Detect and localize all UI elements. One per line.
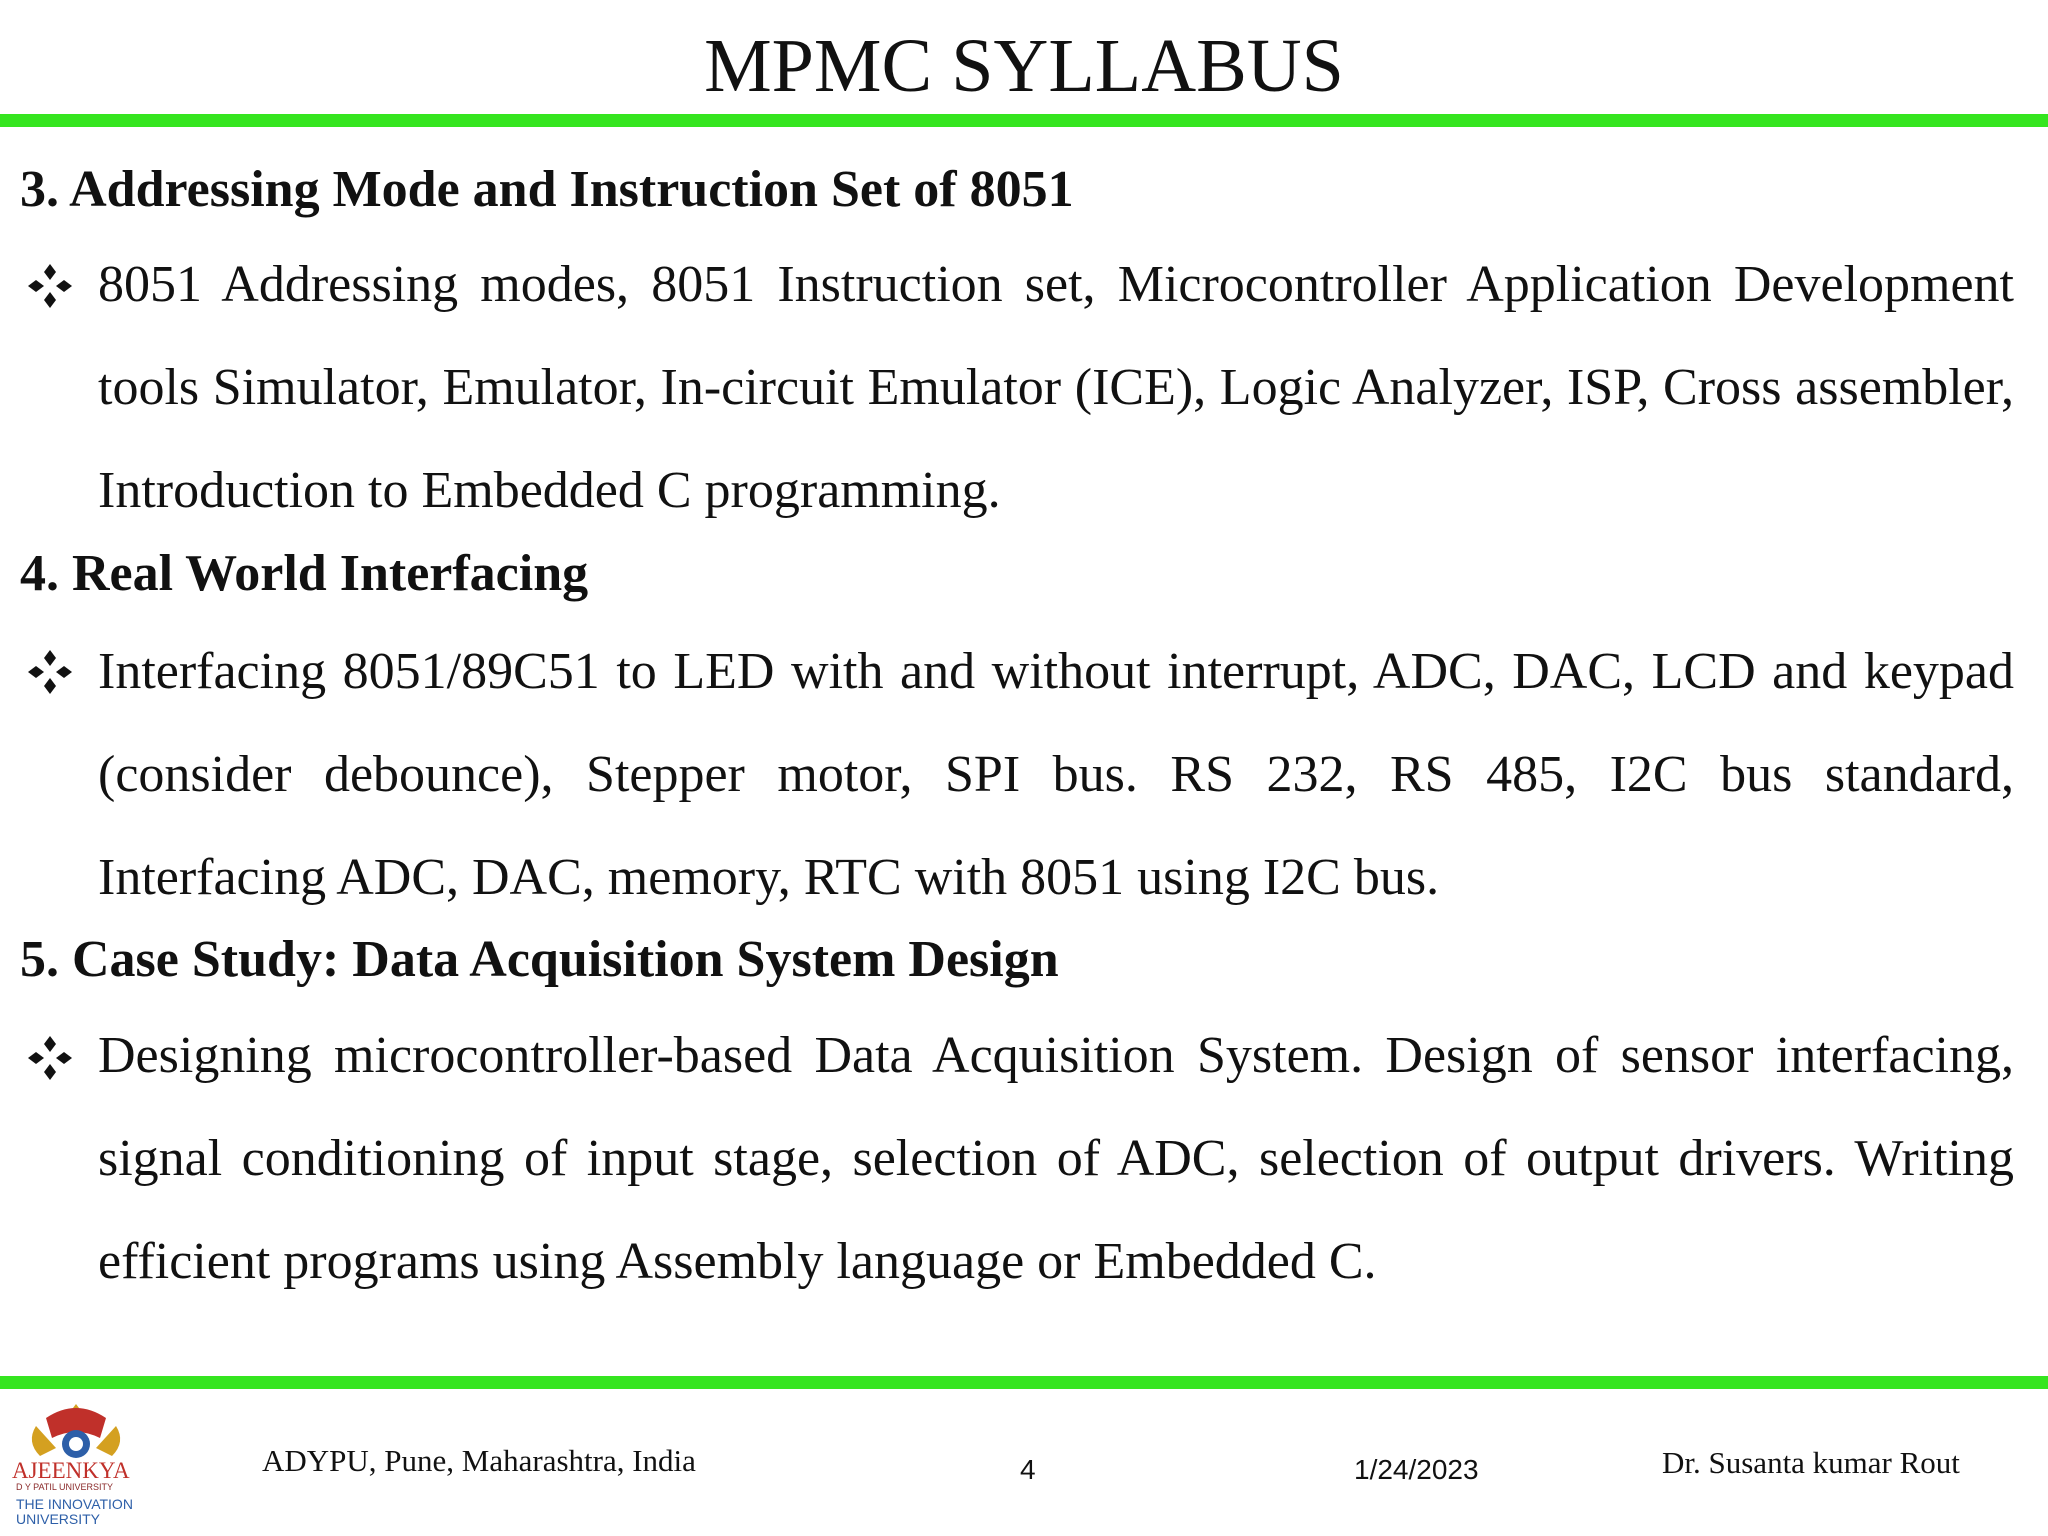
top-divider [0, 114, 2048, 127]
section-heading: 5. Case Study: Data Acquisition System Design [20, 931, 1059, 988]
diamond-four-bullet-icon [24, 646, 76, 698]
diamond-four-bullet-icon [24, 1032, 76, 1084]
section-heading: 4. Real World Interfacing [20, 545, 589, 602]
section-heading: 3. Addressing Mode and Instruction Set of 8051 [20, 161, 1074, 218]
footer-page-number: 4 [1020, 1454, 1036, 1485]
logo-subtitle: D Y PATIL UNIVERSITY [16, 1482, 114, 1492]
bottom-divider [0, 1376, 2048, 1389]
logo-name: AJEENKYA [12, 1458, 130, 1483]
section-description: Designing microcontroller-based Data Acquisition System. Design of sensor interfacing, signal conditioning of input stage, selection of ADC, selection of output drivers. Writing efficient programs using Assembly language or Embedded C. [98, 1027, 2014, 1290]
diamond-four-bullet-icon [24, 260, 76, 312]
footer-institution: ADYPU, Pune, Maharashtra, India [262, 1443, 696, 1478]
logo-tagline: THE INNOVATION UNIVERSITY [16, 1496, 133, 1527]
section-description: Interfacing 8051/89C51 to LED with and without interrupt, ADC, DAC, LCD and keypad (consider debounce), Stepper motor, SPI bus. RS 232, RS 485, I2C bus standard, Interfacing ADC, DAC, memory, RTC with 8051 using I2C bus. [98, 643, 2014, 906]
footer-date: 1/24/2023 [1354, 1454, 1479, 1485]
page-title: MPMC SYLLABUS [704, 24, 1344, 108]
footer-author: Dr. Susanta kumar Rout [1662, 1445, 1960, 1480]
section-description: 8051 Addressing modes, 8051 Instruction set, Microcontroller Application Development tools Simulator, Emulator, In-circuit Emulator (ICE), Logic Analyzer, ISP, Cross assembler, Introduction to Embedded C programming. [98, 256, 2014, 519]
